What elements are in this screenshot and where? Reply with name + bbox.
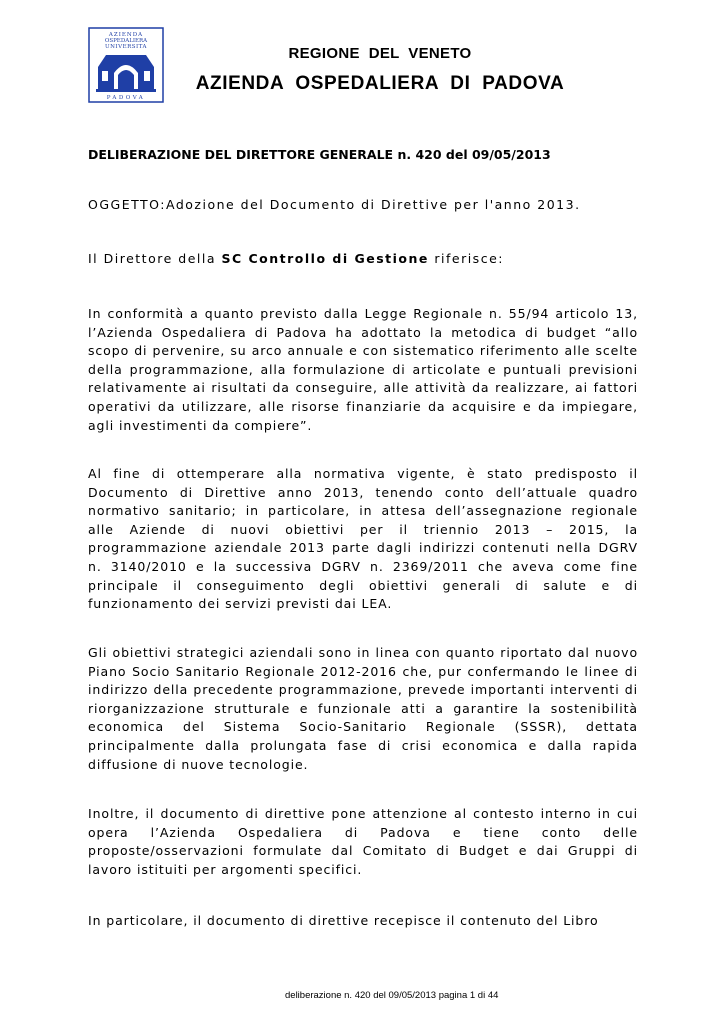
- body-paragraph-3: Gli obiettivi strategici aziendali sono in linea con quanto riportato dal nuovo Piano Socio Sanitario Regionale 2012-2016 che, pur confermando le linee di indirizzo della precedente programmazione, prevede importanti interventi di riorganizzazione strutturale e funzionale atti a garantire la sostenibilità economica del Sistema Socio-Sanitario Regionale (SSSR), dettata principalmente dalla prolungata fase di crisi economica e dalla rapida diffusione di nuove tecnologie.: [88, 645, 638, 772]
- logo-city-text: PADOVA: [106, 95, 146, 101]
- logo-text-line1: AZIENDA: [108, 32, 144, 38]
- body-paragraph-1: In conformità a quanto previsto dalla Legge Regionale n. 55/94 articolo 13, l’Azienda Ospedaliera di Padova ha adottato la metodica di budget “allo scopo di pervenire, su arco annuale e con sistematico riferimento alle scelte della programmazione, alla formulazione di articolate e puntuali previsioni relativamente ai risultati da conseguire, alle attività da realizzare, ai fattori operativi da utilizzare, alle risorse finanziarie da acquisire e da impiegare, agli investimenti da compiere”.: [88, 306, 638, 433]
- body-paragraph-4: Inoltre, il documento di direttive pone attenzione al contesto interno in cui opera l’Azienda Ospedaliera di Padova e tiene conto delle proposte/osservazioni formulate dal Comitato di Budget e dai Gruppi di lavoro istituiti per argomenti specifici.: [88, 806, 638, 877]
- body-paragraph-2: Al fine di ottemperare alla normativa vigente, è stato predisposto il Documento di Direttive anno 2013, tenendo conto dell’attuale quadro normativo sanitario; in particolare, in attesa dell’assegnazione regionale alle Aziende di nuovi obiettivi per il triennio 2013 – 2015, la programmazione aziendale 2013 parte dagli indirizzi contenuti nella DGRV n. 3140/2010 e la successiva DGRV n. 2369/2011 che aveva come fine principale il conseguimento degli obiettivi generali di salute e di funzionamento dei servizi previsti dai LEA.: [88, 466, 638, 612]
- header-azienda: AZIENDA OSPEDALIERA DI PADOVA: [195, 73, 565, 94]
- hospital-logo: [88, 27, 164, 103]
- reporting-prefix: Il Direttore della: [88, 251, 222, 266]
- page-footer: deliberazione n. 420 del 09/05/2013 pagina 1 di 44: [285, 990, 499, 1001]
- reporting-suffix: riferisce:: [428, 251, 504, 266]
- hospital-logo-graphic: [88, 27, 164, 103]
- subject-line: OGGETTO:Adozione del Documento di Direttive per l'anno 2013.: [88, 197, 581, 212]
- header-region: REGIONE DEL VENETO: [288, 45, 472, 62]
- reporting-department: SC Controllo di Gestione: [221, 251, 429, 266]
- reporting-line: [88, 251, 504, 266]
- deliberation-title: DELIBERAZIONE DEL DIRETTORE GENERALE n. 420 del 09/05/2013: [88, 147, 551, 162]
- logo-text-line3: UNIVERSITA: [104, 44, 148, 50]
- logo-text-line2: OSPEDALIERA: [104, 38, 148, 44]
- body-paragraph-5: In particolare, il documento di direttive recepisce il contenuto del Libro: [88, 913, 599, 928]
